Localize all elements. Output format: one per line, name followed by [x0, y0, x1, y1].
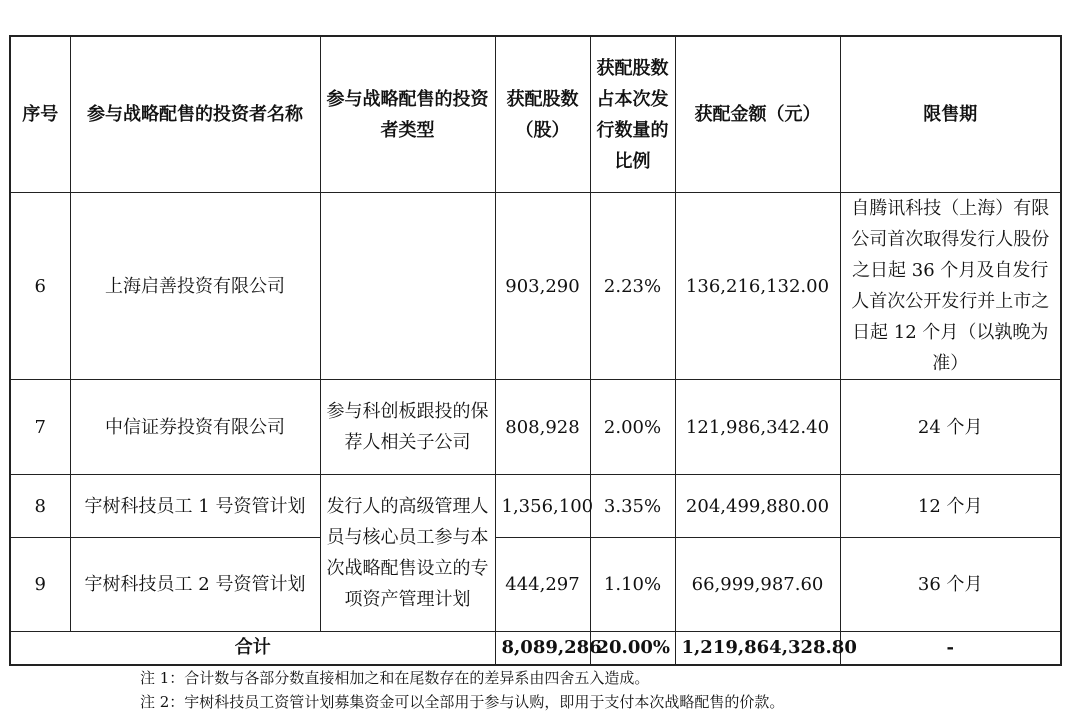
total-lockup: - — [840, 632, 1061, 666]
total-label: 合计 — [10, 632, 495, 666]
cell-seq: 7 — [10, 380, 70, 475]
table-row — [10, 380, 1061, 475]
cell-amount: 121,986,342.40 — [675, 380, 840, 475]
cell-seq: 9 — [10, 538, 70, 632]
cell-ratio: 3.35% — [590, 475, 675, 538]
footnotes — [140, 666, 784, 714]
total-ratio: 20.00% — [590, 632, 675, 666]
footnote-1: 注 1：合计数与各部分数直接相加之和在尾数存在的差异系由四舍五入造成。 — [140, 669, 650, 687]
header-shares: 获配股数（股） — [495, 36, 590, 193]
cell-shares: 1,356,100 — [495, 475, 590, 538]
cell-lockup: 36 个月 — [840, 538, 1061, 632]
table-row — [10, 538, 1061, 632]
header-investor-type: 参与战略配售的投资者类型 — [320, 36, 495, 193]
cell-ratio: 2.00% — [590, 380, 675, 475]
footnote-2: 注 2：宇树科技员工资管计划募集资金可以全部用于参与认购，即用于支付本次战略配售的价款。 — [140, 693, 785, 711]
strategic-placement-table — [9, 35, 1062, 666]
cell-investor-name: 宇树科技员工 2 号资管计划 — [70, 538, 320, 632]
cell-investor-type-merged: 发行人的高级管理人员与核心员工参与本次战略配售设立的专项资产管理计划 — [320, 475, 495, 632]
cell-investor-name: 宇树科技员工 1 号资管计划 — [70, 475, 320, 538]
table-row — [10, 193, 1061, 380]
cell-seq: 8 — [10, 475, 70, 538]
cell-investor-type — [320, 193, 495, 380]
cell-seq: 6 — [10, 193, 70, 380]
cell-shares: 903,290 — [495, 193, 590, 380]
total-shares: 8,089,286 — [495, 632, 590, 666]
cell-investor-type: 参与科创板跟投的保荐人相关子公司 — [320, 380, 495, 475]
header-amount: 获配金额（元） — [675, 36, 840, 193]
cell-shares: 808,928 — [495, 380, 590, 475]
table-header-row — [10, 36, 1061, 193]
cell-lockup: 24 个月 — [840, 380, 1061, 475]
header-lockup: 限售期 — [840, 36, 1061, 193]
cell-lockup: 自腾讯科技（上海）有限公司首次取得发行人股份之日起 36 个月及自发行人首次公开发行并上市之日起 12 个月（以孰晚为准） — [840, 193, 1061, 380]
header-seq: 序号 — [10, 36, 70, 193]
cell-lockup: 12 个月 — [840, 475, 1061, 538]
total-amount: 1,219,864,328.80 — [675, 632, 840, 666]
cell-ratio: 1.10% — [590, 538, 675, 632]
cell-amount: 66,999,987.60 — [675, 538, 840, 632]
table-total-row — [10, 632, 1061, 666]
cell-investor-name: 上海启善投资有限公司 — [70, 193, 320, 380]
cell-amount: 204,499,880.00 — [675, 475, 840, 538]
cell-shares: 444,297 — [495, 538, 590, 632]
cell-ratio: 2.23% — [590, 193, 675, 380]
table-row — [10, 475, 1061, 538]
header-investor-name: 参与战略配售的投资者名称 — [70, 36, 320, 193]
cell-investor-name: 中信证券投资有限公司 — [70, 380, 320, 475]
cell-amount: 136,216,132.00 — [675, 193, 840, 380]
header-ratio: 获配股数占本次发行数量的比例 — [590, 36, 675, 193]
